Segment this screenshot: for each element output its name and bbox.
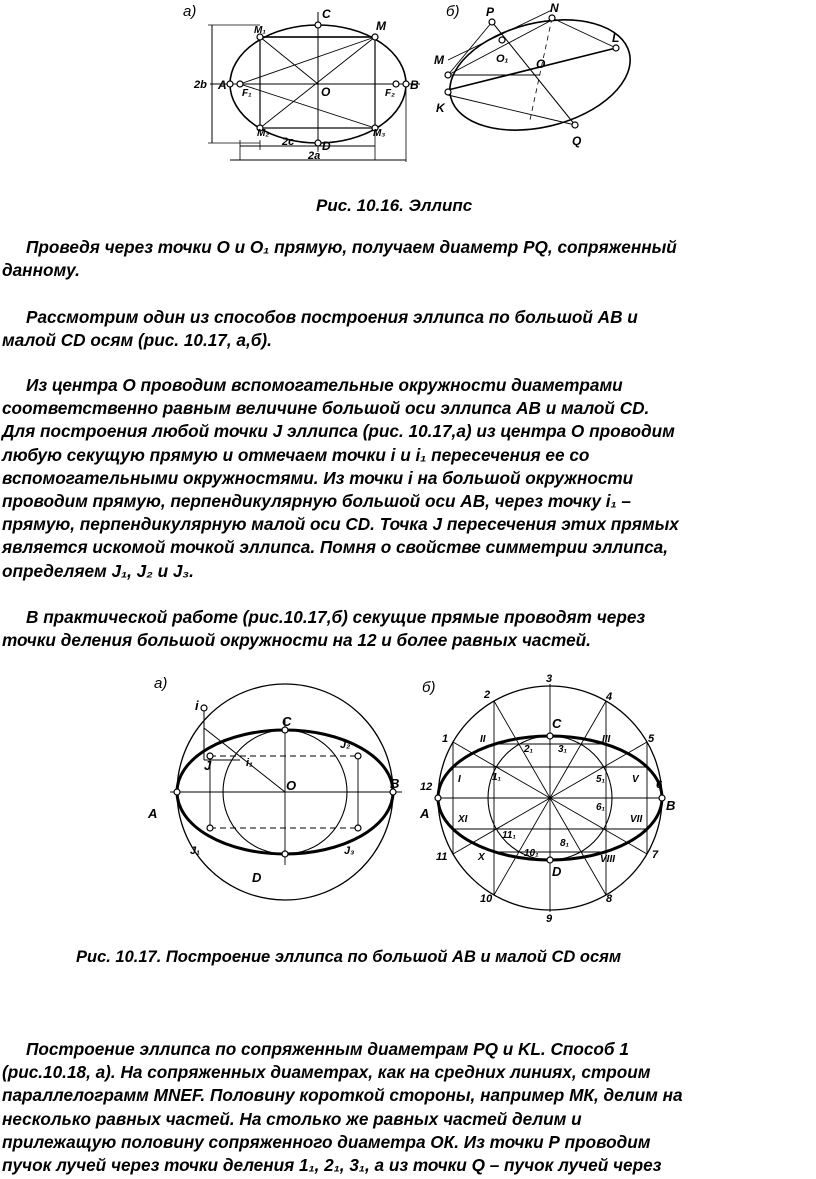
point-label-c3: C (552, 716, 562, 731)
division-number: 9 (546, 913, 553, 925)
point-label-o-b: O (536, 57, 546, 71)
dim-2a: 2a (308, 150, 321, 162)
paragraph-4: В практической работе (рис.10.17,б) секущие прямые проводят через точки деления большой окружности на 12 и более равных частей. (2, 607, 646, 651)
roman-label: X (478, 852, 485, 863)
point-label-d3: D (552, 864, 562, 879)
division-number: 3 (546, 673, 553, 685)
inner-label: 5₁ (596, 774, 606, 785)
roman-label: II (480, 734, 486, 745)
paragraph-5: Построение эллипса по сопряженным диаметрам PQ и KL. Способ 1 (рис.10.18, а). На сопряженных диаметрах, как на средних линиях, строим параллелограмм MNEF. Половину короткой стороны, например МК, делим на несколько равных частей. На столько же равных частей делим и прилежащую половину сопряженного диаметра ОК. Из точки Р проводим пучок лучей через точки деления 1₁, 2₁, 3₁, а из точки Q – пучок лучей через (2, 1039, 683, 1176)
fig1-label-b: б) (446, 3, 460, 20)
point-label-a2: A (148, 806, 158, 821)
division-number: 1 (442, 733, 449, 745)
roman-label: VII (630, 814, 643, 825)
point-label-j3: J₃ (344, 845, 355, 857)
point-label-m1: M₁ (254, 25, 266, 36)
inner-label: 2₁ (524, 744, 534, 755)
point-label-c2: C (282, 714, 292, 729)
point-label-j1: J₁ (190, 845, 200, 857)
figure-10-16 (180, 0, 640, 180)
point-label-q: Q (572, 134, 582, 148)
inner-label: 3₁ (558, 744, 568, 755)
figure-10-17 (140, 670, 700, 930)
point-label-i1: i₁ (246, 757, 253, 769)
point-label-o: O (321, 85, 331, 99)
paragraph-1: Проведя через точки О и О₁ прямую, получаем диаметр PQ, сопряженный данному. (2, 237, 677, 281)
figure-caption-10-16: Рис. 10.16. Эллипс (316, 196, 473, 215)
point-label-m3: M₃ (373, 128, 386, 139)
roman-label: III (602, 734, 611, 745)
division-number: 6 (656, 779, 663, 791)
point-label-d: D (322, 139, 331, 153)
point-label-n: N (550, 1, 559, 15)
division-number: 4 (606, 691, 613, 703)
paragraph-3: Из центра О проводим вспомогательные окружности диаметрами соответственно равным величине большой оси эллипса АВ и малой CD. Для построения любой точки J эллипса (рис. 10.17,а) из центра О проводим любую секущую прямую и отмечаем точки i и i₁ пересечения ее со вспомогательными окружностями. Из точки i на большой окружности проводим прямую, перпендикулярную большой оси АВ, через точку i₁ – прямую, перпендикулярную малой оси CD. Точка J пересечения этих прямых является искомой точкой эллипса. Помня о свойстве симметрии эллипса, определяем J₁, J₂ и J₃. (2, 375, 679, 581)
roman-label: I (458, 774, 461, 785)
point-label-l: L (612, 31, 620, 45)
roman-label: V (632, 774, 639, 785)
paragraph-2: Рассмотрим один из способов построения эллипса по большой АВ и малой CD осям (рис. 10.17, а,б). (2, 307, 638, 351)
division-number: 12 (420, 781, 433, 793)
inner-label: 10₁ (524, 848, 539, 859)
roman-label: XI (458, 814, 468, 825)
point-label-a3: A (420, 806, 430, 821)
dim-2b: 2b (194, 79, 207, 91)
point-label-a: A (218, 78, 227, 92)
fig1-label-a: а) (183, 3, 197, 20)
fig2-label-b: б) (422, 679, 436, 696)
division-number: 7 (652, 849, 659, 861)
division-number: 2 (484, 689, 491, 701)
point-label-c: C (322, 7, 331, 21)
figure-caption-10-17: Рис. 10.17. Построение эллипса по большой АВ и малой CD осям (76, 948, 622, 966)
division-number: 11 (436, 851, 448, 863)
fig2-label-a: а) (154, 675, 168, 692)
point-label-m: M (376, 19, 386, 33)
division-number: 8 (606, 893, 613, 905)
point-label-b: B (410, 78, 419, 92)
point-label-b2: B (390, 776, 400, 791)
point-label-b3: B (666, 798, 676, 813)
point-label-m-b: M (434, 53, 444, 67)
dim-2c: 2c (282, 136, 295, 148)
division-number: 5 (648, 733, 655, 745)
point-label-k: K (436, 101, 445, 115)
inner-label: 11₁ (502, 830, 516, 841)
point-label-i: i (195, 698, 199, 713)
division-number: 10 (480, 893, 493, 905)
point-label-o1: O₁ (496, 53, 509, 65)
point-label-d2: D (252, 870, 262, 885)
point-label-o2: O (286, 778, 297, 793)
point-label-j2: J₂ (340, 739, 351, 751)
point-label-p: P (486, 5, 495, 19)
roman-label: VIII (600, 854, 616, 865)
point-label-m2: M₂ (257, 128, 270, 139)
inner-label: 6₁ (596, 802, 606, 813)
point-label-f2: F₂ (385, 88, 395, 99)
point-label-j: J (204, 758, 212, 773)
inner-label: 8₁ (560, 838, 570, 849)
point-label-f1: F₁ (242, 88, 252, 99)
inner-label: 1₁ (492, 772, 502, 783)
